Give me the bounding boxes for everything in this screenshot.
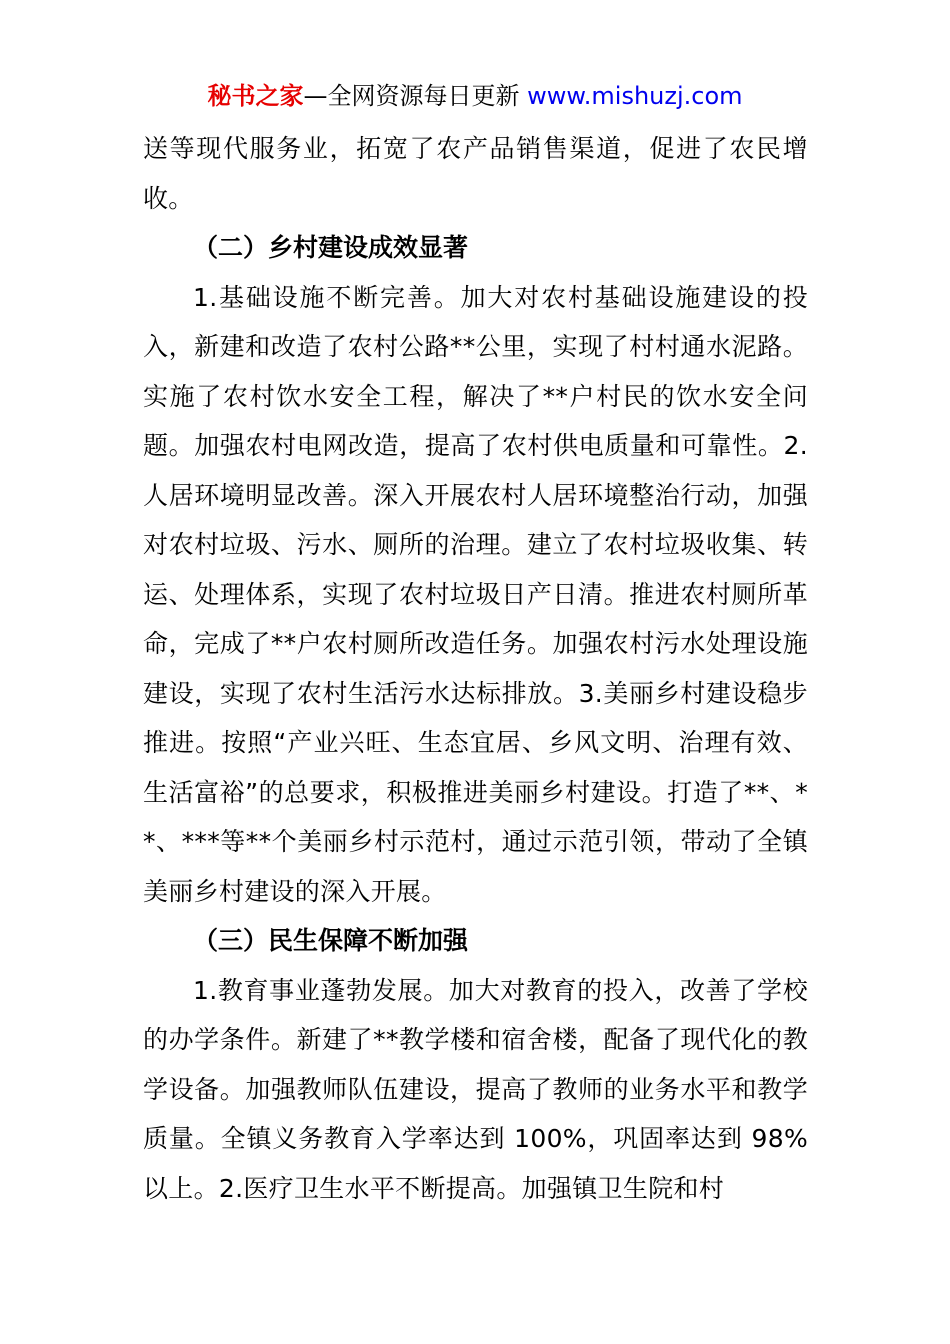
section-heading-livelihood: （三）民生保障不断加强 bbox=[193, 926, 469, 955]
site-tagline: —全网资源每日更新 bbox=[303, 82, 520, 110]
section-heading-rural-construction: （二）乡村建设成效显著 bbox=[193, 233, 469, 262]
paragraph-rural-construction: 1.基础设施不断完善。加大对农村基础设施建设的投入，新建和改造了农村公路**公里，实现了村村通水泥路。实施了农村饮水安全工程，解决了**户村民的饮水安全问题。加强农村电网改造，提高了农村供电质量和可靠性。2.人居环境明显改善。深入开展农村人居环境整治行动，加强对农村垃圾、污水、厕所的治理。建立了农村垃圾收集、转运、处理体系，实现了农村垃圾日产日清。推进农村厕所革命，完成了**户农村厕所改造任务。加强农村污水处理设施建设，实现了农村生活污水达标排放。3.美丽乡村建设稳步推进。按照“产业兴旺、生态宜居、乡风文明、治理有效、生活富裕”的总要求，积极推进美丽乡村建设。打造了**、**、***等**个美丽乡村示范村，通过示范引领，带动了全镇美丽乡村建设的深入开展。 bbox=[143, 282, 808, 906]
paragraph-continuation: 送等现代服务业，拓宽了农产品销售渠道，促进了农民增收。 bbox=[143, 134, 808, 213]
site-brand: 秘书之家 bbox=[207, 82, 304, 110]
paragraph-livelihood: 1.教育事业蓬勃发展。加大对教育的投入，改善了学校的办学条件。新建了**教学楼和宿舍楼，配备了现代化的教学设备。加强教师队伍建设，提高了教师的业务水平和教学质量。全镇义务教育入学率达到 100%，巩固率达到 98%以上。2.医疗卫生水平不断提高。加强镇卫生院和村 bbox=[143, 975, 808, 1203]
document-body bbox=[143, 124, 808, 1213]
site-header bbox=[0, 80, 950, 112]
site-url-link[interactable]: www.mishuzj.com bbox=[527, 82, 743, 110]
